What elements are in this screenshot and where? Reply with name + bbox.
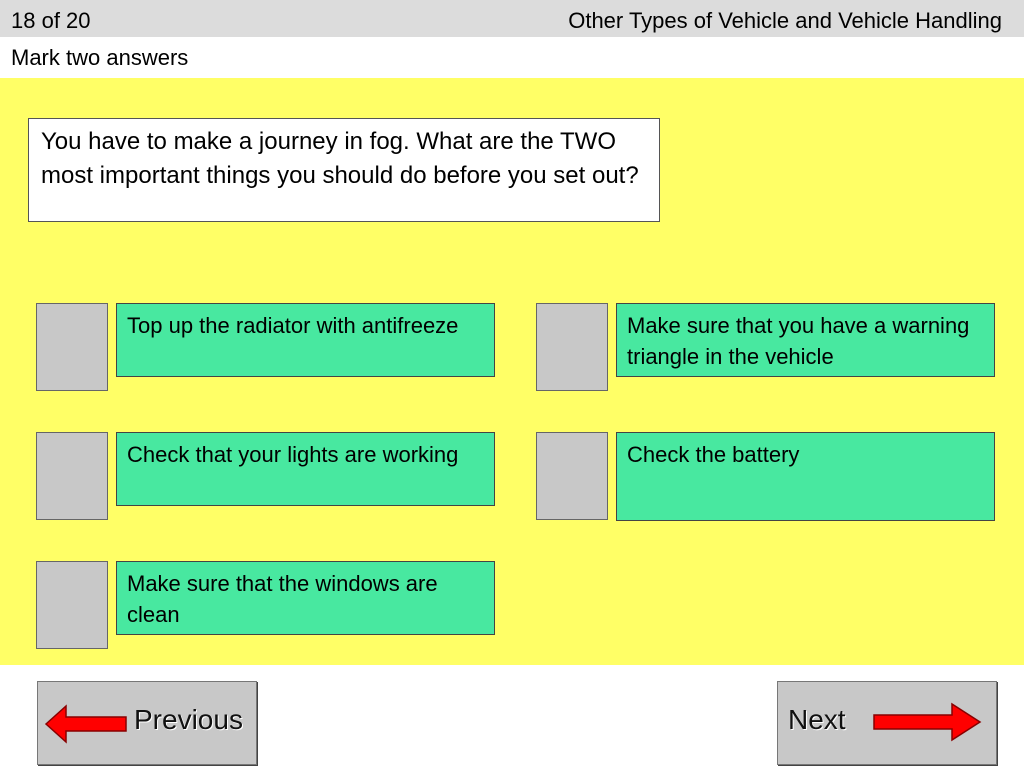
instruction-text: Mark two answers (11, 45, 189, 70)
previous-label: Previous (134, 704, 243, 735)
question-text: You have to make a journey in fog. What are the TWO most important things you should do before you set out? (28, 118, 660, 222)
answer-checkbox-3[interactable] (36, 432, 108, 520)
next-label: Next (788, 704, 846, 735)
next-button[interactable] (777, 681, 997, 765)
top-bar (0, 0, 1024, 37)
answer-option-3[interactable]: Check that your lights are working (116, 432, 495, 506)
question-counter: 18 of 20 (11, 8, 91, 33)
answer-checkbox-1[interactable] (36, 303, 108, 391)
answer-option-2[interactable]: Make sure that you have a warning triangle in the vehicle (616, 303, 995, 377)
answer-checkbox-4[interactable] (536, 432, 608, 520)
answer-option-5[interactable]: Make sure that the windows are clean (116, 561, 495, 635)
previous-button[interactable] (37, 681, 257, 765)
answer-checkbox-5[interactable] (36, 561, 108, 649)
answer-option-1[interactable]: Top up the radiator with antifreeze (116, 303, 495, 377)
answer-checkbox-2[interactable] (536, 303, 608, 391)
left-arrow-icon (44, 704, 128, 744)
right-arrow-icon (872, 702, 982, 742)
answer-option-4[interactable]: Check the battery (616, 432, 995, 521)
topic-title: Other Types of Vehicle and Vehicle Handling (568, 8, 1002, 33)
